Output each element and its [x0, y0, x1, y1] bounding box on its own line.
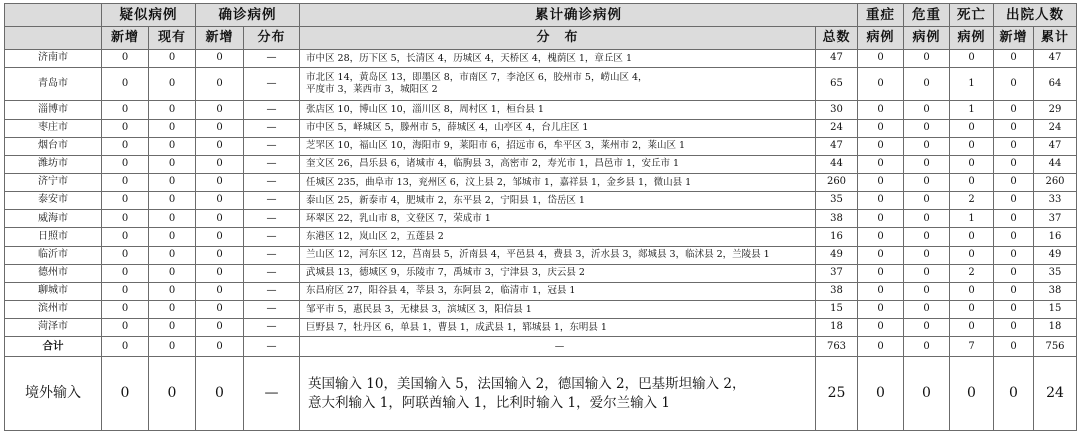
discharged-total-cell: 24: [1034, 357, 1077, 431]
row-region-label: 滨州市: [5, 300, 102, 318]
header-death-cases: 病例: [950, 27, 994, 50]
cumulative-total-cell: 49: [816, 246, 858, 264]
distribution-line: 东昌府区 27，阳谷县 4，莘县 3，东阿县 2，临清市 1，冠县 1: [306, 285, 576, 297]
discharged-total-cell: 44: [1034, 155, 1077, 173]
discharged-total-cell: 64: [1034, 68, 1077, 101]
confirmed-distribution-cell: —: [244, 119, 300, 137]
suspected-new-cell: 0: [102, 119, 149, 137]
discharged-total-cell: 33: [1034, 192, 1077, 210]
confirmed-new-cell: 0: [196, 155, 244, 173]
severe-count-cell: 0: [858, 68, 904, 101]
confirmed-distribution-cell: —: [244, 246, 300, 264]
critical-count-cell: 0: [904, 228, 950, 246]
discharged-total-cell: 38: [1034, 282, 1077, 300]
severe-count-cell: 0: [858, 300, 904, 318]
cumulative-total-cell: 24: [816, 119, 858, 137]
suspected-current-cell: 0: [149, 300, 196, 318]
confirmed-new-cell: 0: [196, 300, 244, 318]
distribution-line: 泰山区 25，新泰市 4，肥城市 2，东平县 2，宁阳县 1，岱岳区 1: [306, 194, 585, 206]
cumulative-distribution-cell: [300, 300, 816, 318]
cumulative-total-cell: 18: [816, 319, 858, 337]
distribution-line: 市中区 5，峄城区 5，滕州市 5，薛城区 4，山亭区 4，台儿庄区 1: [306, 122, 589, 134]
severe-count-cell: 0: [858, 155, 904, 173]
suspected-new-cell: 0: [102, 282, 149, 300]
row-region-label: 临沂市: [5, 246, 102, 264]
header-confirmed-distribution: 分布: [244, 27, 300, 50]
severe-count-cell: 0: [858, 319, 904, 337]
confirmed-distribution-cell: —: [244, 68, 300, 101]
confirmed-distribution-cell: —: [244, 137, 300, 155]
table-row: [5, 50, 1077, 68]
suspected-current-cell: 0: [149, 246, 196, 264]
discharged-total-cell: 18: [1034, 319, 1077, 337]
distribution-line: 武城县 13，德城区 9，乐陵市 7，禹城市 3，宁津县 3，庆云县 2: [306, 267, 585, 279]
header-suspected: 疑似病例: [102, 4, 196, 27]
critical-count-cell: 0: [904, 210, 950, 228]
critical-count-cell: 0: [904, 300, 950, 318]
severe-count-cell: 0: [858, 337, 904, 357]
header-confirmed: 确诊病例: [196, 4, 300, 27]
distribution-line: 东港区 12，岚山区 2，五莲县 2: [306, 231, 444, 242]
death-count-cell: 0: [950, 50, 994, 68]
death-count-cell: 1: [950, 68, 994, 101]
table-row: [5, 173, 1077, 191]
table-row: [5, 119, 1077, 137]
distribution-line: 平度市 3，莱西市 3，城阳区 2: [306, 84, 438, 96]
discharged-new-cell: 0: [994, 137, 1034, 155]
death-count-cell: 2: [950, 192, 994, 210]
row-region-label: 威海市: [5, 210, 102, 228]
confirmed-distribution-cell: —: [244, 173, 300, 191]
distribution-line: 任城区 235，曲阜市 13，兖州区 6，汶上县 2，邹城市 1，嘉祥县 1，金乡县 1，微山县 1: [306, 176, 692, 188]
discharged-total-cell: 756: [1034, 337, 1077, 357]
cumulative-distribution-cell: [300, 337, 816, 357]
critical-count-cell: 0: [904, 50, 950, 68]
death-count-cell: 7: [950, 337, 994, 357]
critical-count-cell: 0: [904, 192, 950, 210]
suspected-current-cell: 0: [149, 319, 196, 337]
suspected-new-cell: 0: [102, 264, 149, 282]
death-count-cell: 0: [950, 155, 994, 173]
confirmed-new-cell: 0: [196, 319, 244, 337]
critical-count-cell: 0: [904, 137, 950, 155]
distribution-line: 张店区 10，博山区 10，淄川区 8，周村区 1，桓台县 1: [306, 104, 544, 116]
header-discharged-total: 累计: [1034, 27, 1077, 50]
severe-count-cell: 0: [858, 50, 904, 68]
table-row: [5, 101, 1077, 119]
suspected-new-cell: 0: [102, 228, 149, 246]
death-count-cell: 0: [950, 228, 994, 246]
critical-count-cell: 0: [904, 246, 950, 264]
confirmed-new-cell: 0: [196, 192, 244, 210]
discharged-total-cell: 49: [1034, 246, 1077, 264]
suspected-current-cell: 0: [149, 228, 196, 246]
cumulative-distribution-cell: [300, 50, 816, 68]
critical-count-cell: 0: [904, 68, 950, 101]
suspected-current-cell: 0: [149, 282, 196, 300]
critical-count-cell: 0: [904, 173, 950, 191]
header-death: 死亡: [950, 4, 994, 27]
suspected-new-cell: 0: [102, 210, 149, 228]
severe-count-cell: 0: [858, 246, 904, 264]
discharged-total-cell: 29: [1034, 101, 1077, 119]
discharged-new-cell: 0: [994, 50, 1034, 68]
confirmed-distribution-cell: —: [244, 337, 300, 357]
suspected-new-cell: 0: [102, 246, 149, 264]
cumulative-distribution-cell: [300, 137, 816, 155]
row-region-label: 枣庄市: [5, 119, 102, 137]
header-corner-sub: [5, 27, 102, 50]
cumulative-distribution-cell: [300, 101, 816, 119]
confirmed-new-cell: 0: [196, 228, 244, 246]
suspected-current-cell: 0: [149, 264, 196, 282]
row-region-label: 青岛市: [5, 68, 102, 101]
header-cumulative-total: 总数: [816, 27, 858, 50]
severe-count-cell: 0: [858, 357, 904, 431]
confirmed-new-cell: 0: [196, 137, 244, 155]
cumulative-distribution-cell: [300, 119, 816, 137]
row-region-label: 淄博市: [5, 101, 102, 119]
cumulative-distribution-cell: [300, 210, 816, 228]
table-row: [5, 68, 1077, 101]
row-region-label: 德州市: [5, 264, 102, 282]
critical-count-cell: 0: [904, 282, 950, 300]
table-row: [5, 319, 1077, 337]
table-row: [5, 210, 1077, 228]
discharged-new-cell: 0: [994, 192, 1034, 210]
header-cumulative-distribution: 分 布: [300, 27, 816, 50]
discharged-new-cell: 0: [994, 210, 1034, 228]
confirmed-distribution-cell: —: [244, 282, 300, 300]
table-row: [5, 155, 1077, 173]
distribution-line: 奎文区 26，昌乐县 6，诸城市 4，临朐县 3，高密市 2，寿光市 1，昌邑市 1，安丘市 1: [306, 158, 680, 170]
discharged-new-cell: 0: [994, 300, 1034, 318]
death-count-cell: 0: [950, 119, 994, 137]
suspected-new-cell: 0: [102, 319, 149, 337]
confirmed-distribution-cell: —: [244, 101, 300, 119]
table-row: [5, 137, 1077, 155]
discharged-new-cell: 0: [994, 119, 1034, 137]
critical-count-cell: 0: [904, 101, 950, 119]
header-severe: 重症: [858, 4, 904, 27]
confirmed-new-cell: 0: [196, 210, 244, 228]
cumulative-total-cell: 37: [816, 264, 858, 282]
suspected-current-cell: 0: [149, 337, 196, 357]
severe-count-cell: 0: [858, 264, 904, 282]
confirmed-distribution-cell: —: [244, 210, 300, 228]
cumulative-distribution-cell: [300, 246, 816, 264]
row-region-label: 潍坊市: [5, 155, 102, 173]
row-region-label: 菏泽市: [5, 319, 102, 337]
distribution-line: —: [554, 340, 565, 352]
suspected-new-cell: 0: [102, 101, 149, 119]
suspected-current-cell: 0: [149, 101, 196, 119]
cumulative-distribution-cell: [300, 264, 816, 282]
discharged-new-cell: 0: [994, 173, 1034, 191]
death-count-cell: 0: [950, 300, 994, 318]
death-count-cell: 1: [950, 210, 994, 228]
discharged-new-cell: 0: [994, 357, 1034, 431]
discharged-total-cell: 260: [1034, 173, 1077, 191]
discharged-total-cell: 15: [1034, 300, 1077, 318]
confirmed-distribution-cell: —: [244, 50, 300, 68]
cumulative-total-cell: 35: [816, 192, 858, 210]
row-region-label: 济宁市: [5, 173, 102, 191]
confirmed-new-cell: 0: [196, 173, 244, 191]
discharged-new-cell: 0: [994, 101, 1034, 119]
severe-count-cell: 0: [858, 210, 904, 228]
cumulative-total-cell: 260: [816, 173, 858, 191]
suspected-new-cell: 0: [102, 192, 149, 210]
header-severe-cases: 病例: [858, 27, 904, 50]
suspected-new-cell: 0: [102, 137, 149, 155]
suspected-current-cell: 0: [149, 137, 196, 155]
severe-count-cell: 0: [858, 192, 904, 210]
row-region-label: 境外输入: [5, 357, 102, 431]
cumulative-distribution-cell: [300, 319, 816, 337]
suspected-new-cell: 0: [102, 173, 149, 191]
total-row: [5, 337, 1077, 357]
suspected-current-cell: 0: [149, 119, 196, 137]
death-count-cell: 0: [950, 137, 994, 155]
confirmed-distribution-cell: —: [244, 357, 300, 431]
cumulative-total-cell: 44: [816, 155, 858, 173]
confirmed-distribution-cell: —: [244, 155, 300, 173]
critical-count-cell: 0: [904, 357, 950, 431]
cumulative-distribution-cell: [300, 228, 816, 246]
suspected-new-cell: 0: [102, 50, 149, 68]
suspected-current-cell: 0: [149, 173, 196, 191]
table-header: [5, 4, 1077, 50]
cumulative-total-cell: 25: [816, 357, 858, 431]
header-cumulative: 累计确诊病例: [300, 4, 858, 27]
discharged-total-cell: 16: [1034, 228, 1077, 246]
header-confirmed-new: 新增: [196, 27, 244, 50]
epidemic-stats-table: [4, 3, 1077, 431]
table-row: [5, 300, 1077, 318]
row-region-label: 烟台市: [5, 137, 102, 155]
confirmed-new-cell: 0: [196, 68, 244, 101]
confirmed-new-cell: 0: [196, 101, 244, 119]
critical-count-cell: 0: [904, 264, 950, 282]
cumulative-distribution-cell: [300, 68, 816, 101]
cumulative-distribution-cell: [300, 282, 816, 300]
suspected-new-cell: 0: [102, 68, 149, 101]
death-count-cell: 0: [950, 282, 994, 300]
cumulative-distribution-cell: [300, 155, 816, 173]
confirmed-distribution-cell: —: [244, 228, 300, 246]
discharged-new-cell: 0: [994, 246, 1034, 264]
cumulative-total-cell: 30: [816, 101, 858, 119]
distribution-line: 芝罘区 10，福山区 10，海阳市 9，莱阳市 6，招远市 6，牟平区 3，莱州市 2，莱山区 1: [306, 140, 686, 152]
distribution-line: 市中区 28，历下区 5，长清区 4，历城区 4，天桥区 4，槐荫区 1，章丘区 1: [306, 52, 632, 64]
suspected-current-cell: 0: [149, 357, 196, 431]
cumulative-total-cell: 47: [816, 137, 858, 155]
severe-count-cell: 0: [858, 228, 904, 246]
discharged-new-cell: 0: [994, 319, 1034, 337]
severe-count-cell: 0: [858, 101, 904, 119]
confirmed-distribution-cell: —: [244, 264, 300, 282]
cumulative-total-cell: 47: [816, 50, 858, 68]
header-corner: [5, 4, 102, 27]
cumulative-total-cell: 763: [816, 337, 858, 357]
discharged-total-cell: 47: [1034, 137, 1077, 155]
discharged-total-cell: 35: [1034, 264, 1077, 282]
suspected-new-cell: 0: [102, 300, 149, 318]
distribution-line: 巨野县 7，牡丹区 6，单县 1，曹县 1，成武县 1，郓城县 1，东明县 1: [306, 321, 607, 333]
row-region-label: 合计: [5, 337, 102, 357]
header-suspected-current: 现有: [149, 27, 196, 50]
confirmed-distribution-cell: —: [244, 300, 300, 318]
severe-count-cell: 0: [858, 119, 904, 137]
cumulative-distribution-cell: [300, 192, 816, 210]
table-row: [5, 264, 1077, 282]
distribution-line: 市北区 14，黄岛区 13，即墨区 8，市南区 7，李沧区 6，胶州市 5，崂山区 4，: [306, 72, 648, 84]
header-discharged: 出院人数: [994, 4, 1077, 27]
distribution-line: 邹平市 5，惠民县 3，无棣县 3，滨城区 3，阳信县 1: [306, 303, 532, 315]
confirmed-distribution-cell: —: [244, 319, 300, 337]
confirmed-new-cell: 0: [196, 282, 244, 300]
cumulative-total-cell: 16: [816, 228, 858, 246]
death-count-cell: 0: [950, 319, 994, 337]
suspected-current-cell: 0: [149, 68, 196, 101]
discharged-new-cell: 0: [994, 264, 1034, 282]
header-critical-cases: 病例: [904, 27, 950, 50]
row-region-label: 日照市: [5, 228, 102, 246]
confirmed-distribution-cell: —: [244, 192, 300, 210]
critical-count-cell: 0: [904, 155, 950, 173]
discharged-total-cell: 24: [1034, 119, 1077, 137]
table-row: [5, 228, 1077, 246]
confirmed-new-cell: 0: [196, 246, 244, 264]
cumulative-total-cell: 38: [816, 210, 858, 228]
row-region-label: 泰安市: [5, 192, 102, 210]
severe-count-cell: 0: [858, 173, 904, 191]
distribution-line: 英国输入 10，美国输入 5，法国输入 2，德国输入 2，巴基斯坦输入 2，: [308, 376, 746, 393]
death-count-cell: 0: [950, 246, 994, 264]
death-count-cell: 2: [950, 264, 994, 282]
discharged-new-cell: 0: [994, 68, 1034, 101]
suspected-current-cell: 0: [149, 192, 196, 210]
confirmed-new-cell: 0: [196, 337, 244, 357]
death-count-cell: 1: [950, 101, 994, 119]
discharged-new-cell: 0: [994, 228, 1034, 246]
cumulative-total-cell: 38: [816, 282, 858, 300]
confirmed-new-cell: 0: [196, 357, 244, 431]
distribution-line: 意大利输入 1，阿联酋输入 1，比利时输入 1，爱尔兰输入 1: [308, 394, 671, 411]
cumulative-distribution-cell: [300, 357, 816, 431]
table-row: [5, 192, 1077, 210]
cumulative-total-cell: 65: [816, 68, 858, 101]
confirmed-new-cell: 0: [196, 50, 244, 68]
discharged-total-cell: 47: [1034, 50, 1077, 68]
overseas-row: [5, 357, 1077, 431]
discharged-new-cell: 0: [994, 337, 1034, 357]
critical-count-cell: 0: [904, 119, 950, 137]
discharged-new-cell: 0: [994, 155, 1034, 173]
cumulative-total-cell: 15: [816, 300, 858, 318]
suspected-current-cell: 0: [149, 155, 196, 173]
cumulative-distribution-cell: [300, 173, 816, 191]
discharged-new-cell: 0: [994, 282, 1034, 300]
table-body: [5, 50, 1077, 431]
severe-count-cell: 0: [858, 282, 904, 300]
distribution-line: 兰山区 12，河东区 12，莒南县 5，沂南县 4，平邑县 4，费县 3，沂水县 3，郯城县 3，临沭县 2，兰陵县 1: [306, 249, 770, 261]
suspected-current-cell: 0: [149, 50, 196, 68]
table-row: [5, 282, 1077, 300]
distribution-line: 环翠区 22，乳山市 8，文登区 7，荣成市 1: [306, 212, 491, 224]
suspected-new-cell: 0: [102, 337, 149, 357]
header-critical: 危重: [904, 4, 950, 27]
severe-count-cell: 0: [858, 137, 904, 155]
death-count-cell: 0: [950, 357, 994, 431]
death-count-cell: 0: [950, 173, 994, 191]
suspected-new-cell: 0: [102, 155, 149, 173]
confirmed-new-cell: 0: [196, 119, 244, 137]
confirmed-new-cell: 0: [196, 264, 244, 282]
row-region-label: 济南市: [5, 50, 102, 68]
critical-count-cell: 0: [904, 337, 950, 357]
table-row: [5, 246, 1077, 264]
suspected-new-cell: 0: [102, 357, 149, 431]
header-discharged-new: 新增: [994, 27, 1034, 50]
header-suspected-new: 新增: [102, 27, 149, 50]
row-region-label: 聊城市: [5, 282, 102, 300]
discharged-total-cell: 37: [1034, 210, 1077, 228]
critical-count-cell: 0: [904, 319, 950, 337]
suspected-current-cell: 0: [149, 210, 196, 228]
